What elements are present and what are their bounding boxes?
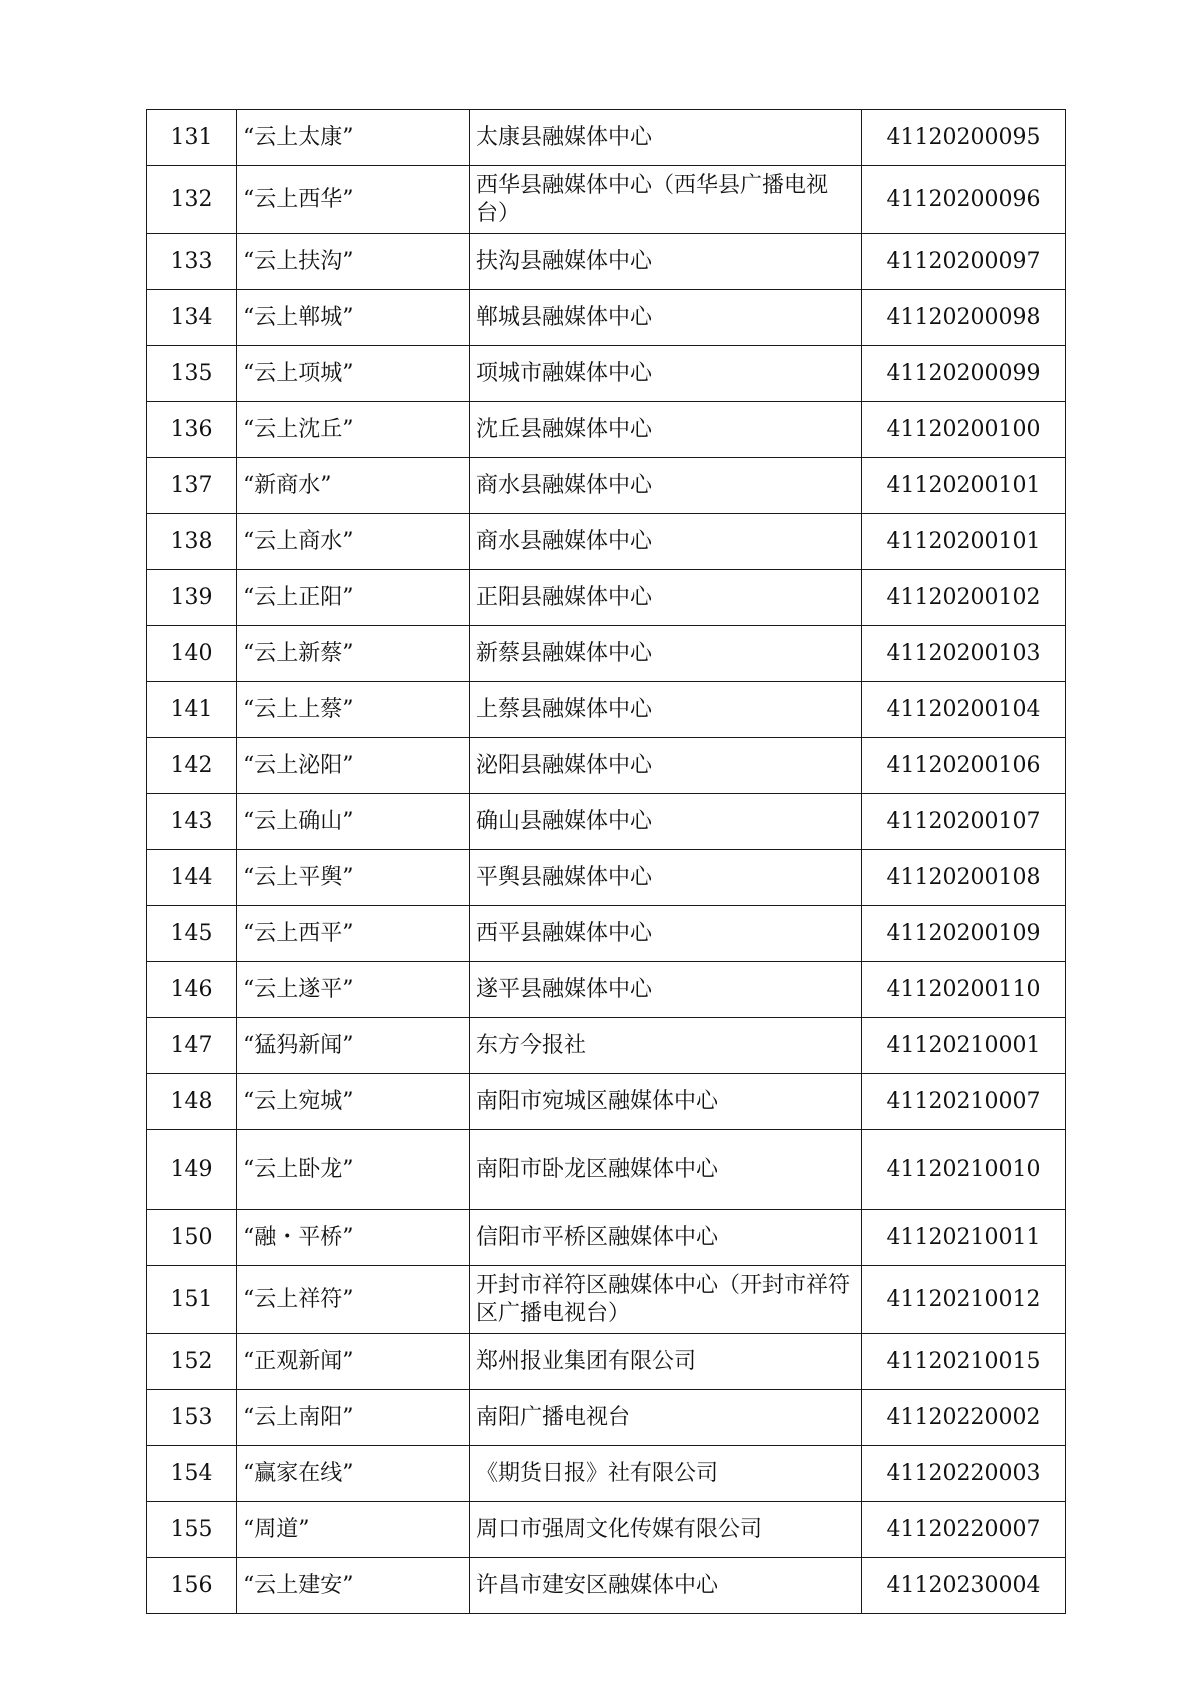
app-name: “云上西平” [237, 906, 470, 962]
row-number: 150 [147, 1210, 237, 1266]
table-row [147, 1266, 1066, 1334]
app-name: “正观新闻” [237, 1334, 470, 1390]
registration-code: 41120200104 [862, 682, 1066, 738]
table-row [147, 1018, 1066, 1074]
app-name: “云上太康” [237, 110, 470, 166]
app-name: “猛犸新闻” [237, 1018, 470, 1074]
row-number: 143 [147, 794, 237, 850]
organization-name: 西平县融媒体中心 [470, 906, 862, 962]
row-number: 153 [147, 1390, 237, 1446]
registration-code: 41120200101 [862, 458, 1066, 514]
app-name: “云上建安” [237, 1558, 470, 1614]
app-name: “云上沈丘” [237, 402, 470, 458]
registry-table-body [147, 110, 1066, 1614]
registration-code: 41120200098 [862, 290, 1066, 346]
table-row [147, 626, 1066, 682]
app-name: “云上扶沟” [237, 234, 470, 290]
organization-name: 正阳县融媒体中心 [470, 570, 862, 626]
row-number: 132 [147, 166, 237, 234]
table-row [147, 906, 1066, 962]
app-name: “云上商水” [237, 514, 470, 570]
table-row [147, 458, 1066, 514]
table-row [147, 110, 1066, 166]
registration-code: 41120200110 [862, 962, 1066, 1018]
organization-name: 开封市祥符区融媒体中心（开封市祥符区广播电视台） [470, 1266, 862, 1334]
row-number: 134 [147, 290, 237, 346]
row-number: 137 [147, 458, 237, 514]
registration-code: 41120220002 [862, 1390, 1066, 1446]
organization-name: 商水县融媒体中心 [470, 514, 862, 570]
registration-code: 41120200107 [862, 794, 1066, 850]
row-number: 141 [147, 682, 237, 738]
table-row [147, 1446, 1066, 1502]
table-row [147, 682, 1066, 738]
registration-code: 41120200097 [862, 234, 1066, 290]
organization-name: 东方今报社 [470, 1018, 862, 1074]
registration-code: 41120200102 [862, 570, 1066, 626]
registration-code: 41120230004 [862, 1558, 1066, 1614]
app-name: “云上卧龙” [237, 1130, 470, 1210]
row-number: 147 [147, 1018, 237, 1074]
table-row [147, 1390, 1066, 1446]
organization-name: 上蔡县融媒体中心 [470, 682, 862, 738]
registry-table [146, 109, 1066, 1614]
row-number: 133 [147, 234, 237, 290]
organization-name: 新蔡县融媒体中心 [470, 626, 862, 682]
app-name: “云上新蔡” [237, 626, 470, 682]
registration-code: 41120200100 [862, 402, 1066, 458]
row-number: 135 [147, 346, 237, 402]
table-row [147, 346, 1066, 402]
row-number: 140 [147, 626, 237, 682]
registration-code: 41120200095 [862, 110, 1066, 166]
organization-name: 南阳市宛城区融媒体中心 [470, 1074, 862, 1130]
organization-name: 《期货日报》社有限公司 [470, 1446, 862, 1502]
row-number: 152 [147, 1334, 237, 1390]
organization-name: 许昌市建安区融媒体中心 [470, 1558, 862, 1614]
row-number: 146 [147, 962, 237, 1018]
table-row [147, 290, 1066, 346]
organization-name: 南阳市卧龙区融媒体中心 [470, 1130, 862, 1210]
row-number: 131 [147, 110, 237, 166]
row-number: 142 [147, 738, 237, 794]
organization-name: 泌阳县融媒体中心 [470, 738, 862, 794]
table-row [147, 402, 1066, 458]
table-row [147, 1130, 1066, 1210]
organization-name: 太康县融媒体中心 [470, 110, 862, 166]
registration-code: 41120200099 [862, 346, 1066, 402]
row-number: 139 [147, 570, 237, 626]
registration-code: 41120200103 [862, 626, 1066, 682]
row-number: 136 [147, 402, 237, 458]
table-row [147, 1074, 1066, 1130]
app-name: “融・平桥” [237, 1210, 470, 1266]
row-number: 144 [147, 850, 237, 906]
app-name: “新商水” [237, 458, 470, 514]
app-name: “云上祥符” [237, 1266, 470, 1334]
registration-code: 41120200101 [862, 514, 1066, 570]
registration-code: 41120220007 [862, 1502, 1066, 1558]
organization-name: 西华县融媒体中心（西华县广播电视台） [470, 166, 862, 234]
table-row [147, 962, 1066, 1018]
registration-code: 41120210010 [862, 1130, 1066, 1210]
organization-name: 遂平县融媒体中心 [470, 962, 862, 1018]
table-row [147, 166, 1066, 234]
organization-name: 沈丘县融媒体中心 [470, 402, 862, 458]
app-name: “云上平舆” [237, 850, 470, 906]
app-name: “云上项城” [237, 346, 470, 402]
organization-name: 郸城县融媒体中心 [470, 290, 862, 346]
app-name: “赢家在线” [237, 1446, 470, 1502]
registration-code: 41120210001 [862, 1018, 1066, 1074]
organization-name: 南阳广播电视台 [470, 1390, 862, 1446]
organization-name: 郑州报业集团有限公司 [470, 1334, 862, 1390]
app-name: “云上泌阳” [237, 738, 470, 794]
app-name: “云上遂平” [237, 962, 470, 1018]
table-row [147, 738, 1066, 794]
table-row [147, 794, 1066, 850]
app-name: “云上郸城” [237, 290, 470, 346]
row-number: 151 [147, 1266, 237, 1334]
table-row [147, 1558, 1066, 1614]
row-number: 138 [147, 514, 237, 570]
registration-code: 41120210007 [862, 1074, 1066, 1130]
registration-code: 41120220003 [862, 1446, 1066, 1502]
row-number: 149 [147, 1130, 237, 1210]
table-row [147, 1334, 1066, 1390]
registration-code: 41120200108 [862, 850, 1066, 906]
organization-name: 扶沟县融媒体中心 [470, 234, 862, 290]
registration-code: 41120210011 [862, 1210, 1066, 1266]
app-name: “云上上蔡” [237, 682, 470, 738]
registration-code: 41120200109 [862, 906, 1066, 962]
row-number: 156 [147, 1558, 237, 1614]
app-name: “云上确山” [237, 794, 470, 850]
registration-code: 41120210012 [862, 1266, 1066, 1334]
app-name: “云上南阳” [237, 1390, 470, 1446]
app-name: “周道” [237, 1502, 470, 1558]
organization-name: 确山县融媒体中心 [470, 794, 862, 850]
organization-name: 商水县融媒体中心 [470, 458, 862, 514]
row-number: 154 [147, 1446, 237, 1502]
row-number: 148 [147, 1074, 237, 1130]
registration-code: 41120200096 [862, 166, 1066, 234]
row-number: 145 [147, 906, 237, 962]
organization-name: 项城市融媒体中心 [470, 346, 862, 402]
table-row [147, 1502, 1066, 1558]
organization-name: 平舆县融媒体中心 [470, 850, 862, 906]
registration-code: 41120200106 [862, 738, 1066, 794]
table-row [147, 1210, 1066, 1266]
app-name: “云上正阳” [237, 570, 470, 626]
table-row [147, 234, 1066, 290]
registration-code: 41120210015 [862, 1334, 1066, 1390]
organization-name: 周口市强周文化传媒有限公司 [470, 1502, 862, 1558]
table-row [147, 850, 1066, 906]
table-row [147, 570, 1066, 626]
organization-name: 信阳市平桥区融媒体中心 [470, 1210, 862, 1266]
app-name: “云上宛城” [237, 1074, 470, 1130]
row-number: 155 [147, 1502, 237, 1558]
table-row [147, 514, 1066, 570]
app-name: “云上西华” [237, 166, 470, 234]
